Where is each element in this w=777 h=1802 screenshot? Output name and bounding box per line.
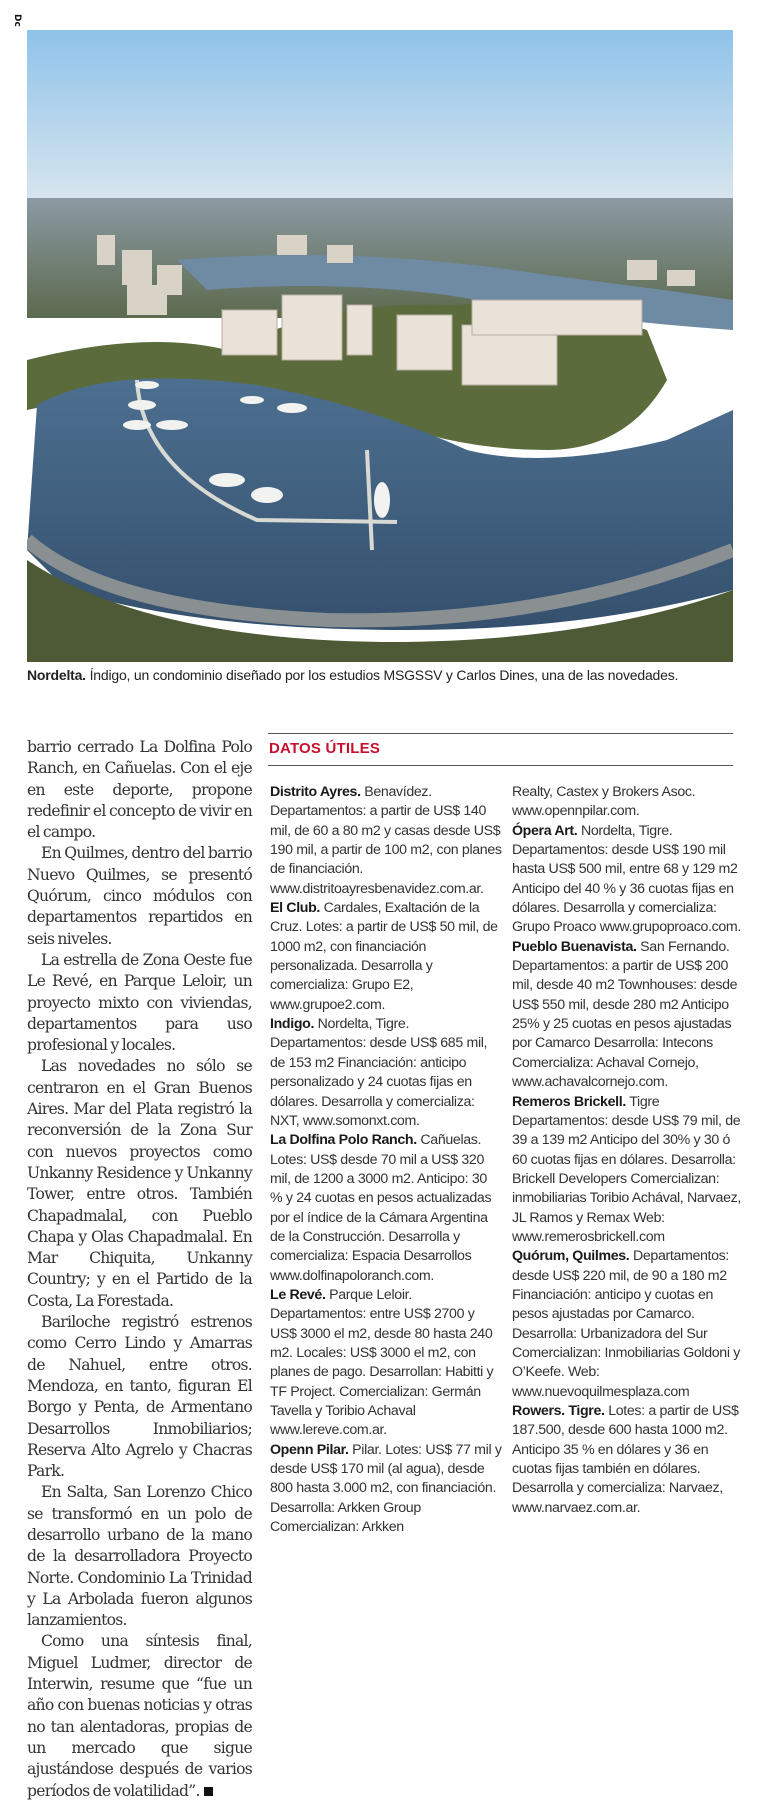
- listing-name: Indigo.: [270, 1016, 315, 1033]
- listing-entry: [512, 822, 744, 938]
- article-paragraph: En Salta, San Lorenzo Chico se transformó en un polo de desarrollo urbano de la mano de la desarrolladora Proyecto Norte. Condominio La Trinidad y La Arbolada fueron algunos lanzamientos.: [27, 1483, 252, 1630]
- page-side-label: Dc: [12, 14, 22, 27]
- datos-column-2: [512, 783, 744, 1518]
- listing-entry: [270, 1286, 502, 1441]
- listing-name: Distrito Ayres.: [270, 784, 361, 800]
- listing-name: Openn Pilar.: [270, 1441, 349, 1458]
- article-paragraph: Bariloche registró estrenos como Cerro Lindo y Amarras de Nahuel, entre otros. Mendoza, en tanto, figuran El Borgo y Penta, de Armentano Desarrollos Inmobiliarios; Reserva Alto Agrelo y Chacras Park.: [27, 1313, 252, 1481]
- aerial-photo: [27, 30, 733, 662]
- article-column: [27, 737, 252, 1802]
- listing-entry: [512, 938, 744, 1093]
- listing-details: Pilar. Lotes: US$ 77 mil y desde US$ 170 mil (al agua), desde 800 hasta 3.000 m2, con financiación. Desarrolla: Arkken Group Comercializan: Arkken: [270, 1441, 502, 1536]
- listing-details: San Fernando. Departamentos: a partir de US$ 200 mil, desde 40 m2 Townhouses: desde US$ 550 mil, desde 280 m2 Anticipo 25% y 25 cuotas en pesos ajustadas por Camarco Desarrolla: Intecons Comercializa: Achaval Cornejo, www.achavalcornejo.com.: [512, 938, 738, 1091]
- listing-name: Pueblo Buenavista.: [512, 938, 637, 955]
- article-paragraph: En Quilmes, dentro del barrio Nuevo Quilmes, se presentó Quórum, cinco módulos con departamentos repartidos en seis niveles.: [27, 844, 252, 948]
- listing-details: Nordelta, Tigre. Departamentos: desde US$ 685 mil, de 153 m2 Financiación: anticipo personalizado y 24 cuotas fijas en dólares. Desarrolla y comercializa: NXT, www.somonxt.com.: [270, 1016, 488, 1129]
- box-title-rule: [268, 765, 733, 766]
- listing-entry-continued: [512, 783, 744, 822]
- listing-details: Realty, Castex y Brokers Asoc. www.opennpilar.com.: [512, 784, 696, 820]
- listing-entry: [512, 1247, 744, 1402]
- caption-lead: Nordelta.: [27, 667, 86, 683]
- listing-entry: [270, 783, 502, 899]
- datos-column-1: [270, 783, 502, 1537]
- aerial-photo-illustration: [27, 30, 733, 662]
- listing-details: Cardales, Exaltación de la Cruz. Lotes: a partir de US$ 50 mil, de 1000 m2, con financiación personalizada. Desarrolla y comercializa: Grupo E2, www.grupoe2.com.: [270, 900, 498, 1013]
- article-paragraph: barrio cerrado La Dolfina Polo Ranch, en Cañuelas. Con el eje en este deporte, propone redefinir el concepto de vivir en el campo.: [27, 738, 252, 842]
- listing-name: El Club.: [270, 900, 321, 917]
- listing-name: Rowers. Tigre.: [512, 1403, 605, 1419]
- listing-details: Cañuelas. Lotes: US$ desde 70 mil a US$ 320 mil, de 1200 a 3000 m2. Anticipo: 30 % y 24 cuotas en pesos actualizadas por el índice de la Cámara Argentina de la Construcción. Desarrolla y comercializa: Espacia Desarrollos www.dolfinapoloranch.com.: [270, 1132, 492, 1284]
- listing-entry: [512, 1093, 744, 1248]
- listing-entry: [270, 899, 502, 1015]
- listing-details: Nordelta, Tigre. Departamentos: desde US$ 190 mil hasta US$ 500 mil, entre 68 y 129 m2 Anticipo del 40 % y 36 cuotas fijas en dólares. Desarrolla y comercializa: Grupo Proaco www.grupoproaco.com.: [512, 822, 741, 936]
- listing-entry: [270, 1015, 502, 1131]
- article-paragraph: La estrella de Zona Oeste fue Le Revé, en Parque Leloir, un proyecto mixto con viviendas, departamentos para uso profesional y locales.: [27, 950, 252, 1055]
- listing-name: Ópera Art.: [512, 822, 578, 839]
- listing-name: Le Revé.: [270, 1286, 326, 1303]
- article-paragraph: Las novedades no sólo se centraron en el Gran Buenos Aires. Mar del Plata registró la reconversión de la Zona Sur con nuevos proyectos como Unkanny Residence y Unkanny Tower, entre otros. También Chapadmalal, con Pueblo Chapa y Olas Chapadmalal. En Mar Chiquita, Unkanny Country; y en el Partido de la Costa, La Forestada.: [27, 1057, 252, 1310]
- listing-details: Departamentos: desde US$ 220 mil, de 90 a 180 m2 Financiación: anticipo y cuotas en pesos ajustadas por Camarco. Desarrolla: Urbanizadora del Sur Comercializan: Inmobiliarias Goldoni y O’Keefe. Web: www.nuevoquilmesplaza.com: [512, 1248, 740, 1400]
- end-of-article-square-icon: [204, 1787, 213, 1796]
- listing-name: La Dolfina Polo Ranch.: [270, 1132, 417, 1149]
- listing-entry: [270, 1441, 502, 1538]
- photo-caption: [27, 667, 747, 683]
- sky: [27, 30, 733, 205]
- listing-details: Parque Leloir. Departamentos: entre US$ 2700 y US$ 3000 el m2, desde 80 hasta 240 m2. Locales: US$ 3000 el m2, con planes de pago. Desarrollan: Habitti y TF Project. Comercializan: Germán Tavella y Toribio Achaval www.lereve.com.ar.: [270, 1286, 494, 1439]
- box-top-rule: [268, 733, 733, 734]
- listing-details: Benavídez. Departamentos: a partir de US$ 140 mil, de 60 a 80 m2 y casas desde US$ 190 mil, a partir de 100 m2, con planes de financiación. www.distritoayresbenavidez.com.ar.: [270, 784, 502, 897]
- listing-name: Quórum, Quilmes.: [512, 1248, 630, 1265]
- listing-details: Tigre Departamentos: desde US$ 79 mil, de 39 a 139 m2 Anticipo del 30% y 30 ó 60 cuotas fijas en dólares. Desarrolla: Brickell Developers Comercializan: inmobiliarias Toribio Achával, Narvaez, JL Ramos y Remax Web: www.remerosbrickell.com: [512, 1093, 741, 1245]
- caption-text: Índigo, un condominio diseñado por los estudios MSGSSV y Carlos Dines, una de las novedades.: [85, 667, 679, 683]
- listing-details: Lotes: a partir de US$ 187.500, desde 600 hasta 1000 m2. Anticipo 35 % en dólares y 36 en cuotas fijas también en dólares. Desarrolla y comercializa: Narvaez, www.narvaez.com.ar.: [512, 1403, 739, 1516]
- datos-utiles-title: DATOS ÚTILES: [269, 740, 381, 757]
- article-paragraph-text: Como una síntesis final, Miguel Ludmer, director de Interwin, resume que “fue un año con buenas noticias y otras no tan alentadoras, propias de un mercado que sigue ajustándose después de varios períodos de volatilidad”.: [27, 1632, 252, 1800]
- listing-name: Remeros Brickell.: [512, 1093, 626, 1110]
- article-paragraph-final: [27, 1631, 252, 1801]
- listing-entry: [512, 1402, 744, 1518]
- listing-entry: [270, 1131, 502, 1286]
